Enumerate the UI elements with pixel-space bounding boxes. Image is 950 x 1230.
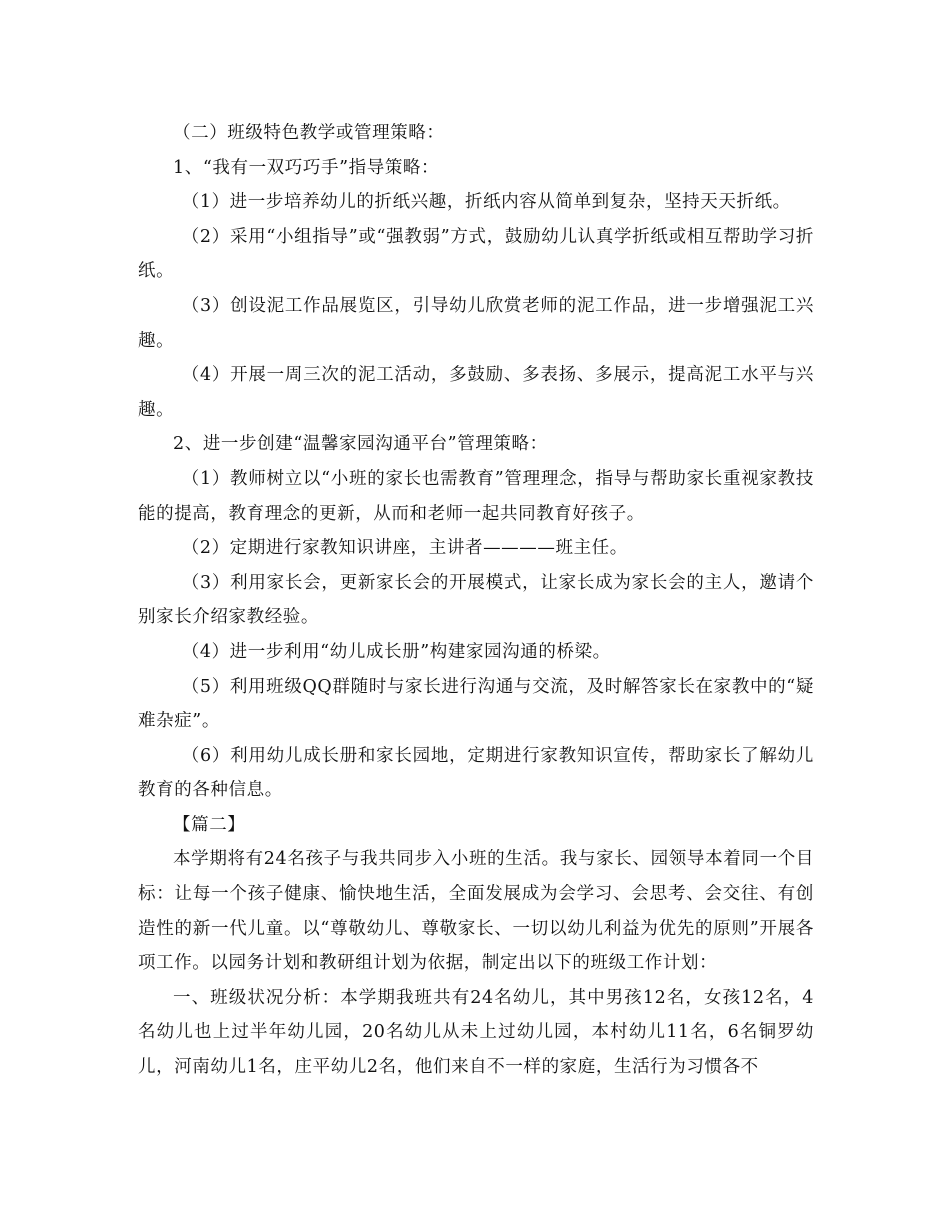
subheading-home-communication-strategy: 2、进一步创建“温馨家园沟通平台”管理策略： [173,434,548,455]
section-heading-teaching-strategy: （二）班级特色教学或管理策略： [173,123,445,143]
paragraph: 本学期将有24名孩子与我共同步入小班的生活。我与家长、园领导本着同一个目标：让每一个孩子健康、愉快地生活，全面发展成为会学习、会思考、会交往、有创造性的新一代儿童。以“尊敬幼儿、尊敬家长、一切以幼儿利益为优先的原则”开展各项工作。以园务计划和教研组计划为依据，制定出以下的班级工作计划： [138,849,814,974]
paragraph: （5）利用班级QQ群随时与家长进行沟通与交流，及时解答家长在家教中的“疑难杂症”。 [138,676,814,732]
paragraph: （3）创设泥工作品展览区，引导幼儿欣赏老师的泥工作品，进一步增强泥工兴趣。 [138,295,814,351]
paragraph: （6）利用幼儿成长册和家长园地，定期进行家教知识宣传，帮助家长了解幼儿教育的各种信息。 [138,745,814,801]
document-body [138,116,814,1085]
paragraph: 一、班级状况分析：本学期我班共有24名幼儿，其中男孩12名，女孩12名，4名幼儿也上过半年幼儿园，20名幼儿从未上过幼儿园，本村幼儿11名，6名铜罗幼儿，河南幼儿1名，庄平幼儿2名，他们来自不一样的家庭，生活行为习惯各不 [138,987,814,1078]
paragraph: （2）采用“小组指导”或“强教弱”方式，鼓励幼儿认真学折纸或相互帮助学习折纸。 [138,226,814,282]
paragraph: （4）开展一周三次的泥工活动，多鼓励、多表扬、多展示，提高泥工水平与兴趣。 [138,365,814,420]
section-heading-part-two: 【篇二】 [173,814,246,835]
subheading-handcraft-strategy: 1、“我有一双巧巧手”指导策略： [173,157,440,178]
paragraph: （3）利用家长会，更新家长会的开展模式，让家长成为家长会的主人，邀请个别家长介绍家教经验。 [138,572,814,628]
paragraph: （2）定期进行家教知识讲座，主讲者————班主任。 [181,538,628,559]
paragraph: （1）教师树立以“小班的家长也需教育”管理理念，指导与帮助家长重视家教技能的提高，教育理念的更新，从而和老师一起共同教育好孩子。 [138,468,814,524]
paragraph: （4）进一步利用“幼儿成长册”构建家园沟通的桥梁。 [181,641,611,662]
paragraph: （1）进一步培养幼儿的折纸兴趣，折纸内容从简单到复杂，坚持天天折纸。 [181,192,791,213]
